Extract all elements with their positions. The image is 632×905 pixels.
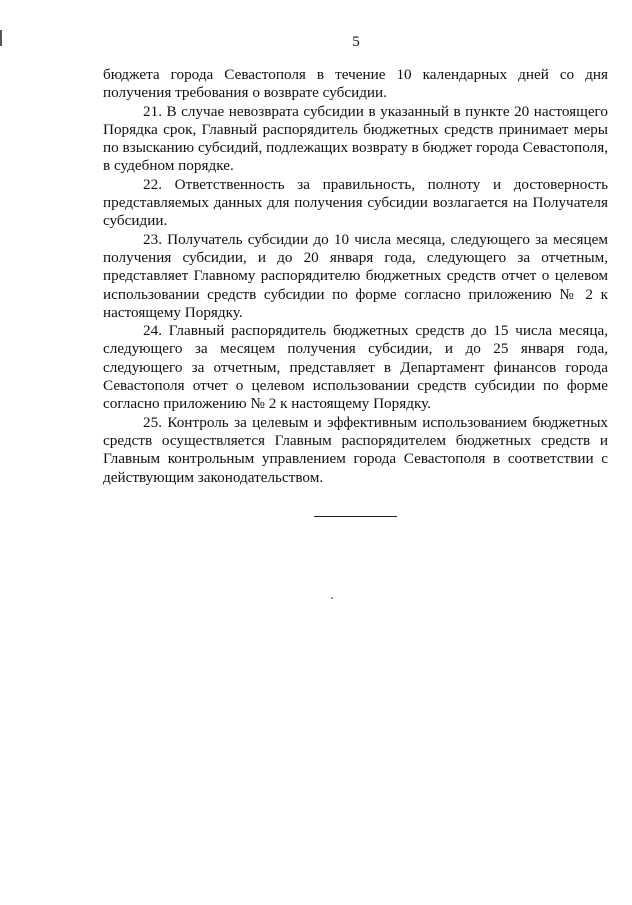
page-number: 5	[352, 34, 360, 50]
scan-speck	[331, 597, 333, 599]
paragraph-25: 25. Контроль за целевым и эффективным использованием бюджетных средств осуществляется Главным распорядителем бюджетных средств и Главным контрольным управлением города Севастополя в соответствии с действующим законодательством.	[103, 413, 608, 486]
paragraph-23: 23. Получатель субсидии до 10 числа месяца, следующего за месяцем получения субсидии, и до 20 января года, следующего за отчетным, представляет Главному распорядителю бюджетных средств отчет о целевом использовании средств субсидии по форме согласно приложению № 2 к настоящему Порядку.	[103, 230, 608, 321]
end-of-text-rule	[314, 516, 397, 517]
paragraph-continuation: бюджета города Севастополя в течение 10 календарных дней со дня получения требования о возврате субсидии.	[103, 66, 608, 102]
paragraph-24: 24. Главный распорядитель бюджетных средств до 15 числа месяца, следующего за месяцем получения субсидии, и до 25 января года, следующего за отчетным, представляет в Департамент финансов города Севастополя отчет о целевом использовании средств субсидии по форме согласно приложению № 2 к настоящему Порядку.	[103, 322, 608, 413]
paragraph-22: 22. Ответственность за правильность, полноту и достоверность представляемых данных для получения субсидии возлагается на Получателя субсидии.	[103, 175, 608, 230]
document-body	[103, 66, 608, 487]
paragraph-21: 21. В случае невозврата субсидии в указанный в пункте 20 настоящего Порядка срок, Главный распорядитель бюджетных средств принимает меры по взысканию субсидий, подлежащих возврату в бюджет города Севастополя, в судебном порядке.	[103, 102, 608, 175]
